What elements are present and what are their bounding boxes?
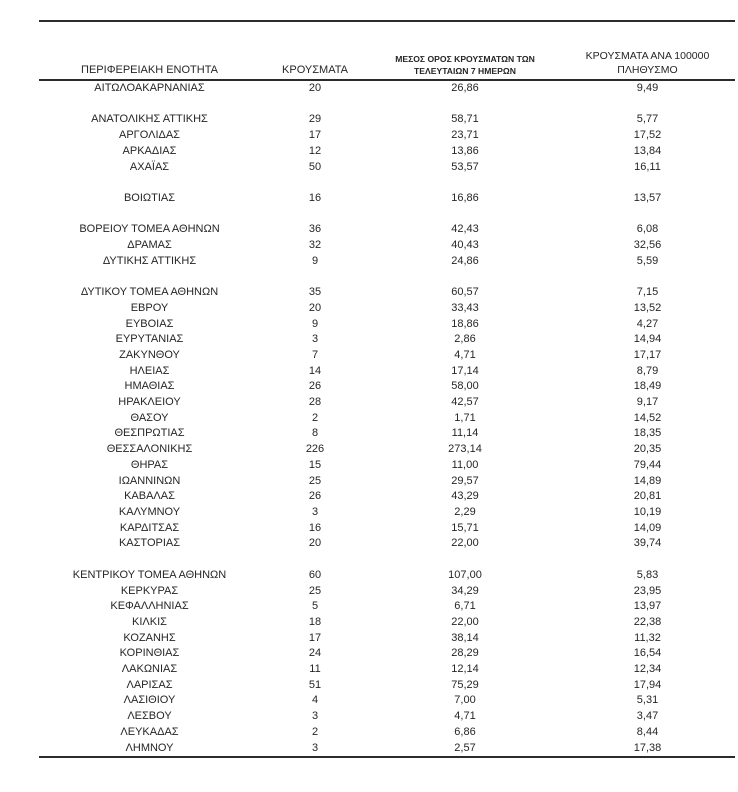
per100k-value: 79,44 — [633, 458, 662, 471]
cases-value: 50 — [308, 160, 322, 173]
spacer-cell — [39, 552, 735, 568]
col-header-7day-average — [370, 21, 560, 80]
avg7-value: 12,14 — [451, 663, 479, 676]
avg7-value: 17,14 — [451, 364, 479, 377]
region-name: ΚΑΛΥΜΝΟΥ — [118, 505, 181, 518]
per100k-value: 5,83 — [636, 568, 659, 581]
region-name: ΛΑΚΩΝΙΑΣ — [121, 663, 178, 676]
region-name: ΑΡΓΟΛΙΔΑΣ — [119, 129, 180, 142]
cases-value: 25 — [308, 584, 322, 597]
avg7-value: 4,71 — [454, 348, 476, 361]
per100k-value: 13,57 — [633, 191, 662, 204]
cases-value: 3 — [311, 505, 319, 518]
table-row — [39, 505, 735, 521]
cases-value: 25 — [308, 474, 322, 487]
table-row — [39, 489, 735, 505]
cases-value: 2 — [311, 725, 319, 738]
cases-value: 20 — [308, 301, 322, 314]
table-header — [39, 21, 735, 80]
avg7-value: 1,71 — [454, 411, 476, 424]
spacer-cell — [39, 207, 735, 223]
region-name: ΗΜΑΘΙΑΣ — [124, 380, 175, 393]
per100k-value: 14,94 — [633, 333, 662, 346]
avg7-value: 43,29 — [451, 490, 479, 503]
per100k-value: 23,95 — [633, 584, 662, 597]
cases-value: 9 — [311, 317, 319, 330]
avg7-value: 53,57 — [451, 160, 479, 173]
region-name: ΑΙΤΩΛΟΑΚΑΡΝΑΝΙΑΣ — [94, 82, 205, 94]
avg7-value: 26,86 — [451, 82, 479, 94]
per100k-value: 18,49 — [633, 380, 662, 393]
avg7-value: 42,43 — [451, 223, 479, 236]
region-name: ΛΗΜΝΟΥ — [125, 741, 174, 754]
region-name: ΔΡΑΜΑΣ — [127, 239, 172, 252]
spacer-row — [39, 269, 735, 285]
region-name: ΘΕΣΠΡΩΤΙΑΣ — [114, 427, 185, 440]
table-row — [39, 631, 735, 647]
col-header-7day-average-line1: ΜΕΣΟΣ ΟΡΟΣ ΚΡΟΥΣΜΑΤΩΝ ΤΩΝ — [395, 54, 535, 64]
col-header-per-100000-line1: ΚΡΟΥΣΜΑΤΑ ΑΝΑ 100000 — [585, 50, 710, 62]
avg7-value: 16,86 — [451, 191, 479, 204]
table-row — [39, 348, 735, 364]
spacer-row — [39, 552, 735, 568]
avg7-value: 58,71 — [451, 113, 479, 126]
avg7-value: 15,71 — [451, 521, 479, 534]
table-row — [39, 222, 735, 238]
per100k-value: 16,54 — [633, 647, 662, 660]
per100k-value: 12,34 — [633, 663, 662, 676]
table-row — [39, 317, 735, 333]
cases-value: 226 — [305, 443, 325, 456]
cases-value: 8 — [311, 427, 319, 440]
avg7-value: 60,57 — [451, 286, 479, 299]
per100k-value: 39,74 — [633, 537, 662, 550]
per100k-value: 10,19 — [633, 505, 662, 518]
per100k-value: 8,44 — [636, 725, 659, 738]
avg7-value: 23,71 — [451, 129, 479, 142]
spacer-cell — [39, 175, 735, 191]
avg7-value: 7,00 — [454, 694, 476, 707]
region-name: ΒΟΡΕΙΟΥ ΤΟΜΕΑ ΑΘΗΝΩΝ — [79, 223, 220, 236]
table-row — [39, 144, 735, 160]
per100k-value: 8,79 — [636, 364, 659, 377]
avg7-value: 58,00 — [451, 380, 479, 393]
table-row — [39, 395, 735, 411]
cases-value: 7 — [311, 348, 319, 361]
per100k-value: 14,09 — [633, 521, 662, 534]
cases-value: 32 — [308, 239, 322, 252]
cases-value: 17 — [308, 129, 322, 142]
table-row — [39, 646, 735, 662]
cases-value: 51 — [308, 678, 322, 691]
region-name: ΚΑΡΔΙΤΣΑΣ — [119, 521, 180, 534]
table-row — [39, 725, 735, 741]
table-row — [39, 364, 735, 380]
region-name: ΘΗΡΑΣ — [130, 458, 169, 471]
region-name: ΘΕΣΣΑΛΟΝΙΚΗΣ — [106, 443, 193, 456]
per100k-value: 16,11 — [634, 160, 661, 173]
cases-value: 20 — [308, 537, 322, 550]
region-name: ΖΑΚΥΝΘΟΥ — [119, 348, 180, 361]
cases-value: 17 — [308, 631, 322, 644]
avg7-value: 4,71 — [454, 710, 476, 723]
col-header-7day-average-line2: ΤΕΛΕΥΤΑΙΩΝ 7 ΗΜΕΡΩΝ — [414, 65, 516, 76]
cases-value: 28 — [308, 396, 322, 409]
avg7-value: 273,14 — [448, 443, 482, 456]
per100k-value: 6,08 — [636, 223, 659, 236]
spacer-row — [39, 97, 735, 113]
avg7-value: 34,29 — [451, 584, 479, 597]
cases-value: 16 — [308, 521, 322, 534]
region-name: ΒΟΙΩΤΙΑΣ — [123, 191, 176, 204]
table-row — [39, 411, 735, 427]
region-name: ΚΕΡΚΥΡΑΣ — [120, 584, 179, 597]
region-name: ΚΟΡΙΝΘΙΑΣ — [119, 647, 180, 660]
per100k-value: 20,81 — [633, 490, 662, 503]
region-name: ΑΝΑΤΟΛΙΚΗΣ ΑΤΤΙΚΗΣ — [91, 113, 208, 126]
region-name: ΙΩΑΝΝΙΝΩΝ — [118, 474, 181, 487]
avg7-value: 107,00 — [448, 568, 482, 581]
region-name: ΚΑΣΤΟΡΙΑΣ — [118, 537, 181, 550]
region-name: ΚΑΒΑΛΑΣ — [124, 490, 175, 503]
table-row — [39, 693, 735, 709]
region-name: ΕΥΡΥΤΑΝΙΑΣ — [115, 333, 184, 346]
avg7-value: 29,57 — [451, 474, 479, 487]
per100k-value: 5,31 — [636, 694, 659, 707]
avg7-value: 42,57 — [451, 396, 479, 409]
spacer-cell — [39, 269, 735, 285]
region-name: ΕΒΡΟΥ — [130, 301, 169, 314]
table-row — [39, 584, 735, 600]
cases-value: 3 — [311, 710, 319, 723]
avg7-value: 18,86 — [451, 317, 479, 330]
table-row — [39, 379, 735, 395]
table-row — [39, 285, 735, 301]
avg7-value: 40,43 — [451, 239, 479, 252]
cases-value: 3 — [311, 333, 319, 346]
per100k-value: 17,94 — [633, 678, 662, 691]
table-row — [39, 615, 735, 631]
per100k-value: 17,38 — [633, 741, 662, 754]
col-header-per-100000 — [560, 21, 735, 80]
cases-value: 15 — [308, 458, 322, 471]
region-name: ΘΑΣΟΥ — [130, 411, 169, 424]
per100k-value: 32,56 — [633, 239, 662, 252]
per100k-value: 9,49 — [636, 82, 659, 94]
per100k-value: 5,77 — [636, 113, 659, 126]
table-row — [39, 599, 735, 615]
cases-value: 26 — [308, 380, 322, 393]
table-row — [39, 568, 735, 584]
per100k-value: 5,59 — [636, 254, 659, 267]
cases-value: 5 — [311, 600, 319, 613]
cases-value: 18 — [308, 615, 322, 628]
cases-value: 4 — [311, 694, 319, 707]
region-name: ΛΑΣΙΘΙΟΥ — [123, 694, 176, 707]
per100k-value: 3,47 — [636, 710, 659, 723]
cases-value: 35 — [308, 286, 322, 299]
region-name: ΗΛΕΙΑΣ — [129, 364, 170, 377]
table-row — [39, 662, 735, 678]
per100k-value: 13,97 — [633, 600, 662, 613]
table-row — [39, 191, 735, 207]
table-row — [39, 474, 735, 490]
avg7-value: 2,86 — [454, 333, 476, 346]
cases-value: 9 — [311, 254, 319, 267]
cases-value: 16 — [308, 191, 322, 204]
per100k-value: 17,52 — [633, 129, 662, 142]
cases-value: 60 — [308, 568, 322, 581]
avg7-value: 33,43 — [451, 301, 479, 314]
cases-value: 36 — [308, 223, 322, 236]
avg7-value: 24,86 — [451, 254, 479, 267]
region-name: ΑΧΑΪΑΣ — [129, 160, 170, 173]
table-row — [39, 128, 735, 144]
table-row — [39, 160, 735, 176]
per100k-value: 11,32 — [634, 631, 661, 644]
region-name: ΗΡΑΚΛΕΙΟΥ — [118, 396, 181, 409]
regional-cases-table — [39, 20, 735, 758]
region-name: ΔΥΤΙΚΟΥ ΤΟΜΕΑ ΑΘΗΝΩΝ — [80, 286, 219, 299]
region-name: ΚΟΖΑΝΗΣ — [123, 631, 176, 644]
avg7-value: 22,00 — [451, 537, 479, 550]
per100k-value: 22,38 — [633, 615, 662, 628]
cases-value: 20 — [308, 82, 322, 94]
per100k-value: 14,52 — [633, 411, 662, 424]
region-name: ΛΑΡΙΣΑΣ — [126, 678, 173, 691]
region-name: ΚΕΝΤΡΙΚΟΥ ΤΟΜΕΑ ΑΘΗΝΩΝ — [72, 568, 227, 581]
table-row — [39, 80, 735, 97]
region-name: ΚΕΦΑΛΛΗΝΙΑΣ — [110, 600, 189, 613]
cases-value: 26 — [308, 490, 322, 503]
table-row — [39, 301, 735, 317]
table-row — [39, 426, 735, 442]
col-header-cases: ΚΡΟΥΣΜΑΤΑ — [260, 21, 370, 80]
avg7-value: 6,71 — [454, 600, 476, 613]
per100k-value: 13,84 — [633, 144, 662, 157]
cases-value: 11 — [309, 663, 321, 676]
avg7-value: 13,86 — [451, 144, 479, 157]
per100k-value: 14,89 — [633, 474, 662, 487]
region-name: ΔΥΤΙΚΗΣ ΑΤΤΙΚΗΣ — [102, 254, 197, 267]
avg7-value: 11,00 — [451, 458, 479, 471]
avg7-value: 11,14 — [451, 427, 479, 440]
spacer-cell — [39, 97, 735, 113]
table-row — [39, 254, 735, 270]
region-name: ΚΙΛΚΙΣ — [132, 615, 167, 628]
spacer-row — [39, 175, 735, 191]
per100k-value: 20,35 — [633, 443, 662, 456]
avg7-value: 6,86 — [454, 725, 476, 738]
per100k-value: 9,17 — [636, 396, 659, 409]
region-name: ΛΕΣΒΟΥ — [127, 710, 172, 723]
per100k-value: 17,17 — [633, 348, 662, 361]
avg7-value: 38,14 — [451, 631, 479, 644]
table-body — [39, 80, 735, 757]
col-header-regional-unit: ΠΕΡΙΦΕΡΕΙΑΚΗ ΕΝΟΤΗΤΑ — [39, 21, 260, 80]
cases-value: 24 — [308, 647, 322, 660]
table-row — [39, 458, 735, 474]
table-row — [39, 521, 735, 537]
table-row — [39, 678, 735, 694]
table-row — [39, 709, 735, 725]
per100k-value: 7,15 — [636, 286, 659, 299]
regional-cases-table-container — [39, 20, 735, 758]
region-name: ΕΥΒΟΙΑΣ — [125, 317, 174, 330]
avg7-value: 2,57 — [454, 741, 476, 754]
avg7-value: 28,29 — [451, 647, 479, 660]
cases-value: 14 — [308, 364, 322, 377]
avg7-value: 75,29 — [451, 678, 479, 691]
col-header-per-100000-line2: ΠΛΗΘΥΣΜΟ — [617, 63, 678, 76]
cases-value: 12 — [308, 144, 322, 157]
region-name: ΛΕΥΚΑΔΑΣ — [120, 725, 179, 738]
table-row — [39, 112, 735, 128]
region-name: ΑΡΚΑΔΙΑΣ — [122, 144, 177, 157]
cases-value: 2 — [311, 411, 319, 424]
per100k-value: 18,35 — [633, 427, 662, 440]
header-row — [39, 21, 735, 80]
cases-value: 29 — [308, 113, 322, 126]
table-row — [39, 536, 735, 552]
avg7-value: 22,00 — [451, 615, 479, 628]
avg7-value: 2,29 — [454, 505, 476, 518]
table-row — [39, 332, 735, 348]
spacer-row — [39, 207, 735, 223]
per100k-value: 4,27 — [636, 317, 659, 330]
cases-value: 3 — [311, 741, 319, 754]
table-row — [39, 741, 735, 758]
table-row — [39, 238, 735, 254]
table-row — [39, 442, 735, 458]
per100k-value: 13,52 — [633, 301, 662, 314]
